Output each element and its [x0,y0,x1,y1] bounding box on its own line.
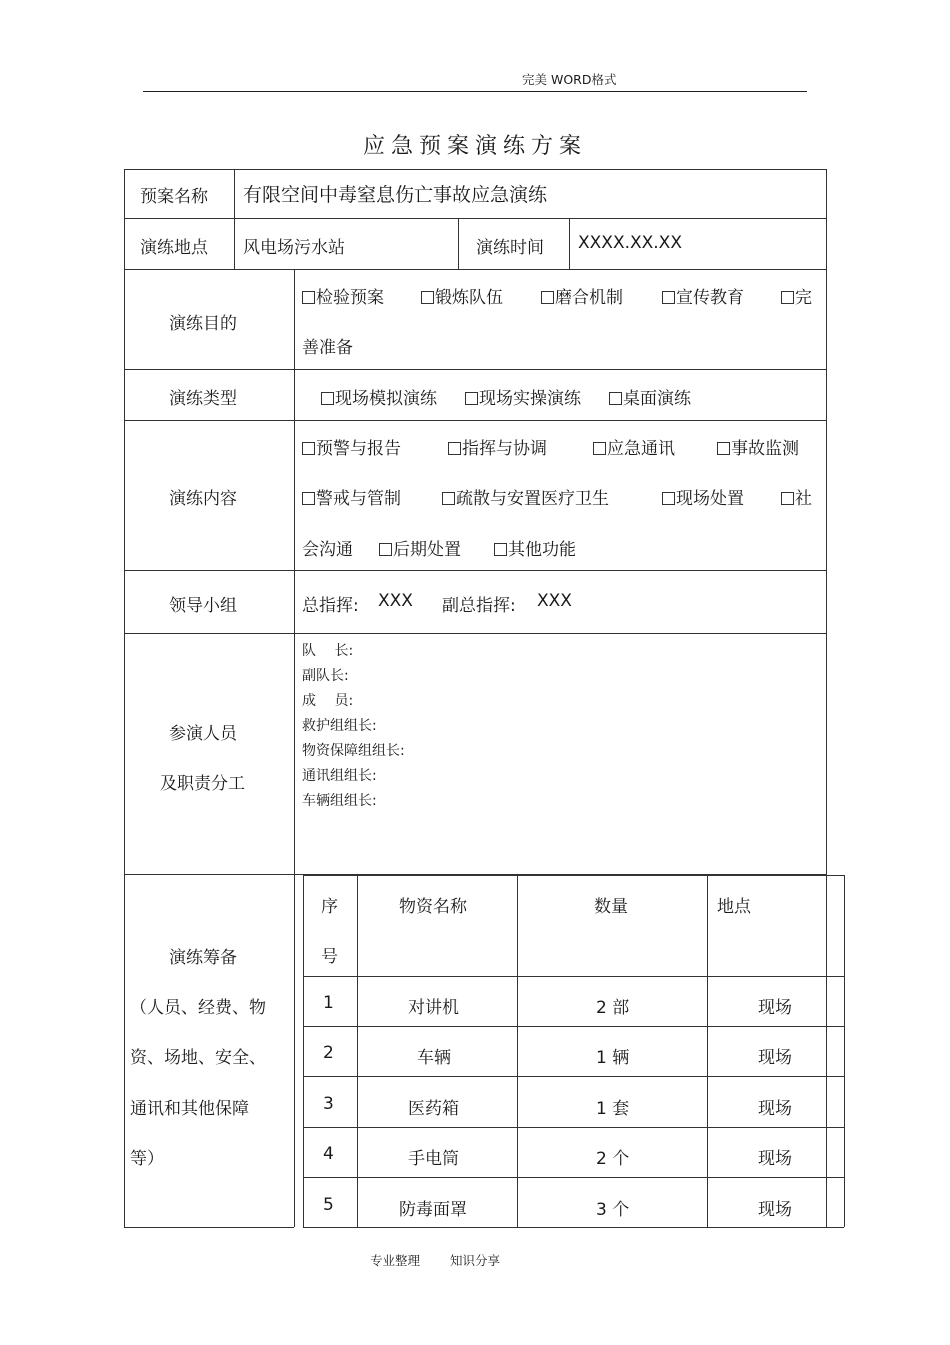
footer-right: 知识分享 [449,1253,500,1268]
header-item-name: 物资名称 [399,897,467,917]
role-line: 队 长: [302,643,354,659]
content-option: 警戒与管制 [302,484,401,509]
role-line: 车辆组组长: [302,793,377,809]
row-divider [124,218,826,219]
header-quantity: 数量 [594,897,628,917]
preparation-label-line: （人员、经费、物 [130,998,266,1018]
row-location: 现场 [758,1048,792,1068]
table-border-bottom [124,1227,294,1228]
chief-value: XXX [378,591,413,611]
checkbox[interactable] [781,492,794,505]
leadership-label: 领导小组 [169,596,237,616]
checkbox[interactable] [379,543,392,556]
row-quantity: 2 个 [596,1149,630,1169]
supplies-row-divider [303,1026,844,1027]
role-line: 救护组组长: [302,718,377,734]
time-label: 演练时间 [476,238,544,258]
content-option: 其他功能 [494,535,576,560]
supplies-col-divider [303,875,304,1227]
checkbox[interactable] [593,442,606,455]
header-location: 地点 [717,897,751,917]
role-line: 副队长: [302,668,349,684]
content-label: 演练内容 [169,489,237,509]
content-option: 后期处置 [379,535,461,560]
supplies-row-divider [303,1127,844,1128]
role-line: 通讯组组长: [302,768,377,784]
checkbox[interactable] [662,492,675,505]
row-location: 现场 [758,1149,792,1169]
row-item-name: 手电筒 [408,1149,459,1169]
row-index: 1 [323,993,334,1013]
document-title: 应急预案演练方案 [362,134,587,159]
table-border-left [124,169,125,1227]
purpose-option: 完 [781,283,812,308]
supplies-row-divider [303,976,844,977]
content-option: 疏散与安置医疗卫生 [442,484,609,509]
content-option: 事故监测 [717,434,799,459]
table-border-right [826,169,827,875]
purpose-label: 演练目的 [169,314,237,334]
row-location: 现场 [758,998,792,1018]
checkbox[interactable] [302,492,315,505]
row-index: 3 [323,1094,334,1114]
deputy-value: XXX [537,591,572,611]
purpose-continuation: 善准备 [302,338,353,358]
preparation-label-line: 通讯和其他保障 [130,1099,249,1119]
purpose-option: 锻炼队伍 [421,283,503,308]
location-value: 风电场污水站 [243,238,345,258]
col-divider [569,218,570,269]
page-footer [0,1251,870,1269]
participants-label-2: 及职责分工 [160,774,245,794]
table-border-top [124,169,826,170]
supplies-row-divider [303,1177,844,1178]
header-divider [143,91,807,92]
content-option: 预警与报告 [302,434,401,459]
content-option: 应急通讯 [593,434,675,459]
purpose-option: 磨合机制 [541,283,623,308]
role-line: 物资保障组组长: [302,743,405,759]
col-divider [234,169,235,269]
row-index: 4 [323,1144,334,1164]
checkbox[interactable] [442,492,455,505]
checkbox[interactable] [448,442,461,455]
supplies-col-divider [707,875,708,1227]
checkbox[interactable] [781,291,794,304]
checkbox[interactable] [302,291,315,304]
plan-name-value: 有限空间中毒窒息伤亡事故应急演练 [243,184,548,206]
checkbox[interactable] [494,543,507,556]
row-index: 5 [323,1195,334,1215]
content-option: 社 [781,484,812,509]
role-line: 成 员: [302,693,354,709]
type-label: 演练类型 [169,389,237,409]
supplies-row-divider [303,1076,844,1077]
checkbox[interactable] [717,442,730,455]
row-location: 现场 [758,1200,792,1220]
checkbox[interactable] [421,291,434,304]
preparation-label-line: 资、场地、安全、 [130,1048,266,1068]
row-item-name: 防毒面罩 [399,1200,467,1220]
preparation-label-line: 等） [130,1149,164,1169]
purpose-option: 宣传教育 [662,283,744,308]
col-divider [458,218,459,269]
row-index: 2 [323,1043,334,1063]
supplies-col-divider [826,875,827,1227]
header-index-2: 号 [321,947,338,967]
checkbox[interactable] [541,291,554,304]
row-quantity: 1 套 [596,1099,630,1119]
content-continuation: 会沟通 [302,540,353,560]
row-item-name: 车辆 [417,1048,451,1068]
row-quantity: 3 个 [596,1200,630,1220]
row-location: 现场 [758,1099,792,1119]
row-divider [124,269,826,270]
supplies-col-divider [357,875,358,1227]
plan-name-label: 预案名称 [140,187,208,207]
location-label: 演练地点 [140,238,208,258]
row-quantity: 2 部 [596,998,630,1018]
purpose-option: 检验预案 [302,283,384,308]
col-divider [294,269,295,1227]
row-item-name: 对讲机 [408,998,459,1018]
participants-label: 参演人员 [169,724,237,744]
content-option: 现场处置 [662,484,744,509]
checkbox[interactable] [609,392,622,405]
preparation-label: 演练筹备 [169,948,237,968]
content-option: 指挥与协调 [448,434,547,459]
chief-label: 总指挥: [302,596,359,616]
deputy-label: 副总指挥: [442,596,516,616]
checkbox[interactable] [465,392,478,405]
page-header-text: 完美 WORD格式 [522,72,617,87]
row-quantity: 1 辆 [596,1048,630,1068]
supplies-border-right [844,875,845,1227]
type-option: 桌面演练 [609,384,691,409]
footer-left: 专业整理 [369,1253,420,1268]
supplies-border-top [303,875,844,876]
checkbox[interactable] [662,291,675,304]
checkbox[interactable] [321,392,334,405]
row-item-name: 医药箱 [408,1099,459,1119]
time-value: XXXX.XX.XX [578,233,682,253]
row-divider [124,633,826,634]
supplies-border-bottom [303,1227,844,1228]
type-option: 现场实操演练 [465,384,581,409]
checkbox[interactable] [302,442,315,455]
type-option: 现场模拟演练 [321,384,437,409]
row-divider [124,570,826,571]
row-divider [124,369,826,370]
supplies-col-divider [517,875,518,1227]
row-divider [124,420,826,421]
header-index: 序 [321,897,338,917]
